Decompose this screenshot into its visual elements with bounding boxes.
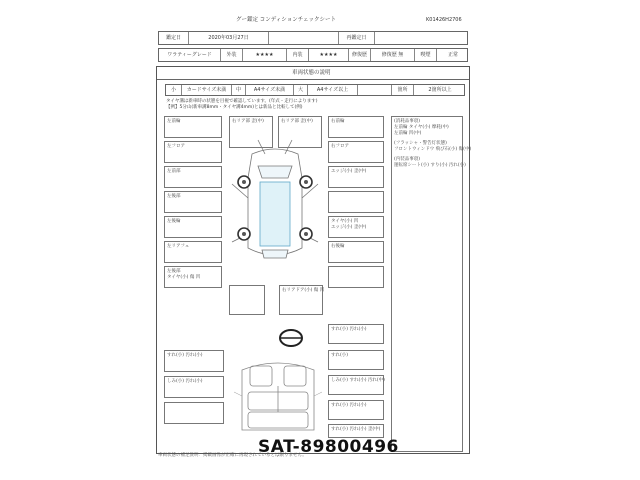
tire-note-1: タイヤ溝は新車時の状態を目視で確認しています。(年式・走行によります) <box>166 99 318 104</box>
damage-box-left-5 <box>164 216 222 238</box>
interior-box-right-4 <box>328 400 384 420</box>
damage-box-right-4 <box>328 191 384 213</box>
damage-box-label: 右前輪 <box>331 119 345 124</box>
size-legend <box>165 84 465 96</box>
damage-box-label: 右リアドア(小) 傷 凹 <box>282 288 325 293</box>
small-mark: 小 <box>166 85 182 95</box>
damage-box-right-2 <box>328 141 384 163</box>
reinspect-value <box>375 32 469 44</box>
damage-box-label: 左後輪 <box>167 219 181 224</box>
damage-box-left-4 <box>164 191 222 213</box>
damage-box-left-1 <box>164 116 222 138</box>
blank-cell <box>269 32 339 44</box>
interior-box-right-3 <box>328 375 384 395</box>
damage-box-label: エッジ(小) 歪(中) <box>331 169 367 174</box>
damage-box-bottom-2 <box>279 285 323 315</box>
damage-box-label: 左前輪 <box>167 119 181 124</box>
divider <box>157 79 469 80</box>
damage-box-label: 左リアフェ <box>167 244 190 249</box>
count-value: 2箇所以上 <box>428 87 452 93</box>
damage-box-label: すれ(小) 汚れ(小) <box>167 353 203 358</box>
inspect-date-label: 鑑定日 <box>159 32 189 44</box>
tire-note-2: 【例】5分山(新車溝8mm・タイヤ溝4mm)とは新品と比較して(例) <box>166 105 303 110</box>
damage-box-label: 右後輪 <box>331 244 345 249</box>
count-label: 箇所 <box>392 85 414 95</box>
damage-box-label: 左後部 タイヤ(小) 傷 凹 <box>167 269 201 280</box>
inspection-date-row <box>158 31 468 45</box>
interior-stars: ★★★★ <box>309 49 349 61</box>
damage-box-right-6 <box>328 241 384 263</box>
car-exterior-diagram <box>222 138 328 274</box>
damage-box-label: しみ(小) すれ(小) 汚れ(中) <box>331 378 385 383</box>
remarks-box <box>391 116 472 452</box>
repair-history-value: 修復歴 無 <box>371 49 415 61</box>
damage-box-left-6 <box>164 241 222 263</box>
interior-box-right-5 <box>328 424 384 438</box>
inspect-date-value: 2020年03月27日 <box>189 32 269 44</box>
medium-text: A4サイズ未満 <box>246 85 294 95</box>
damage-box-label: すれ(小) 汚れ(小) <box>331 403 367 408</box>
damage-box-label: すれ(小) <box>331 353 349 358</box>
damage-box-right-3 <box>328 166 384 188</box>
sheet-title: グー鑑定 コンディションチェックシート <box>236 17 337 23</box>
steering-wheel-icon <box>278 328 304 348</box>
damage-box-right-1 <box>328 116 384 138</box>
reinspect-label: 再鑑定日 <box>339 32 375 44</box>
damage-box-bottom-1 <box>229 285 265 315</box>
medium-mark: 中 <box>232 85 246 95</box>
damage-box-label: 左フロア <box>167 144 185 149</box>
damage-box-left-7 <box>164 266 222 288</box>
interior-label: 内装 <box>287 49 309 61</box>
remark-line: (内装品事項) <box>394 157 421 162</box>
interior-box-right-2 <box>328 350 384 370</box>
damage-box-label: 右フロア <box>331 144 349 149</box>
remark-line: (フラッシャ・警告灯状態) <box>394 141 447 146</box>
damage-box-label: 右リア部 歪(中) <box>232 119 264 124</box>
grade-row <box>158 48 468 62</box>
stock-id-label: SAT-89800496 <box>258 437 399 457</box>
smoking-label: 喫煙 <box>415 49 437 61</box>
grade-label: ワラティーグレード <box>159 49 221 61</box>
large-mark: 大 <box>294 85 308 95</box>
remark-line: 左前輪 タイヤ(小) 摩耗(中) <box>394 125 449 130</box>
remark-line: (消耗品事項) <box>394 119 421 124</box>
damage-box-label: タイヤ(小) 凹 エッジ(小) 歪(中) <box>331 219 367 230</box>
damage-box-label: すれ(小) 汚れ(小) <box>331 327 367 332</box>
footer-note: 車両状態の補足説明：掲載画像が正確に再現されているとは限りません。 <box>158 453 307 458</box>
remark-line: 左前輪 凹(中) <box>394 131 422 136</box>
remark-line: フロントウィンドウ 飛び石(小) 傷(中) <box>394 147 472 152</box>
damage-box-label: しみ(小) 汚れ(小) <box>167 379 203 384</box>
damage-box-right-7 <box>328 266 384 288</box>
damage-box-left-3 <box>164 166 222 188</box>
interior-box-right-1 <box>328 324 384 344</box>
damage-box-right-5 <box>328 216 384 238</box>
interior-box-left-2 <box>164 376 224 398</box>
interior-box-left-1 <box>164 350 224 372</box>
small-text: カードサイズ未満 <box>182 85 232 95</box>
smoking-value: 正常 <box>447 52 458 58</box>
damage-box-label: すれ(小) 汚れ(小) 歪(中) <box>331 427 381 432</box>
exterior-label: 外装 <box>221 49 243 61</box>
damage-box-label: 左後部 <box>167 194 181 199</box>
exterior-stars: ★★★★ <box>243 49 287 61</box>
interior-seat-diagram <box>234 356 322 436</box>
repair-history-label: 修復歴 <box>349 49 371 61</box>
damage-box-label: 右リア部 歪(中) <box>281 119 313 124</box>
document-id: K01426H2706 <box>426 17 462 23</box>
blank-cell <box>358 85 392 95</box>
interior-box-left-3 <box>164 402 224 424</box>
section-title: 車両状態の説明 <box>292 70 331 76</box>
remark-line: 運転席シート(小) すり(小) 汚れ(小) <box>394 163 466 168</box>
damage-box-label: 左前部 <box>167 169 181 174</box>
damage-box-left-2 <box>164 141 222 163</box>
large-text: A4サイズ以上 <box>308 85 358 95</box>
